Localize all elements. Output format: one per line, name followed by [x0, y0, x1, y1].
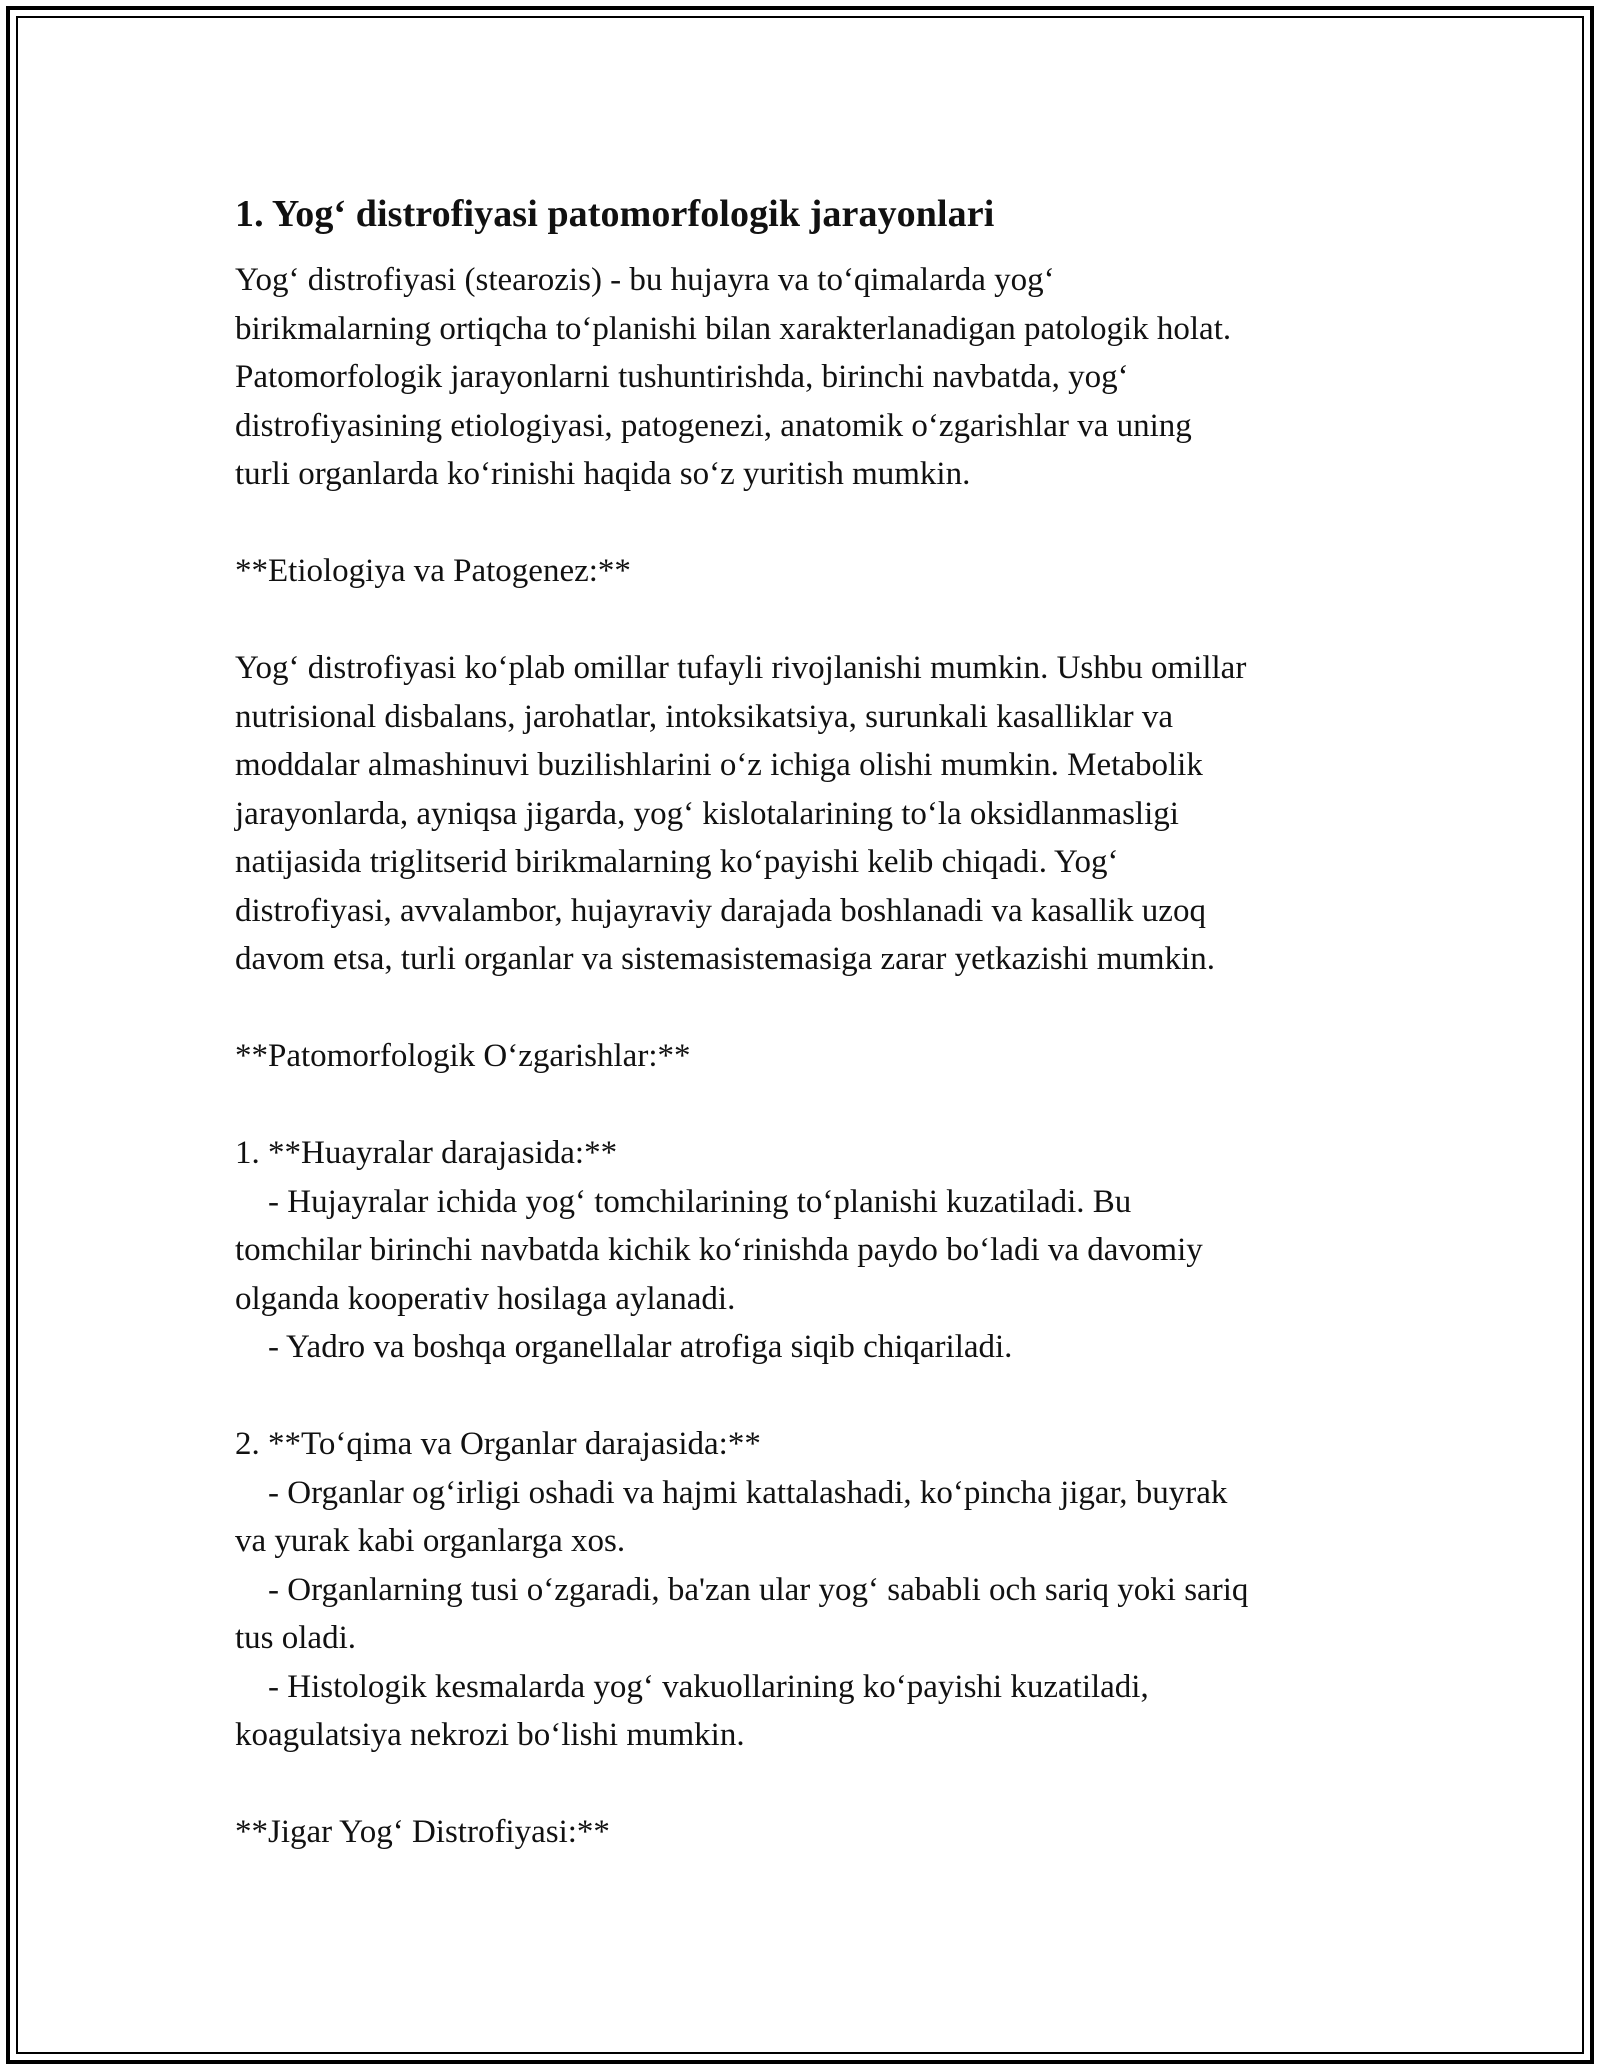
spacer — [235, 984, 1395, 1033]
changes-heading: **Patomorfologik O‘zgarishlar:** — [235, 1038, 691, 1074]
liver-heading: **Jigar Yog‘ Distrofiyasi:** — [235, 1814, 610, 1850]
spacer — [235, 1760, 1395, 1809]
etiology-paragraph: Yog‘ distrofiyasi ko‘plab omillar tufayli rivojlanishi mumkin. Ushbu omillar nutrisional disbalans, jarohatlar, intoksikatsiya, surunkali kasalliklar va moddalar almashinuvi buzilishlarini o‘z ichiga olishi mumkin. Metabolik jarayonlarda, ayniqsa jigarda, yog‘ kislotalarining to‘la oksidlanmasligi natijasida triglitserid birikmalarning ko‘payishi kelib chiqadi. Yog‘ distrofiyasi, avvalambor, hujayraviy darajada boshlanadi va kasallik uzoq davom etsa, turli organlar va sistemasistemasiga zarar yetkazishi mumkin. — [235, 650, 1247, 977]
etiology-heading: **Etiologiya va Patogenez:** — [235, 553, 631, 589]
document-title: 1. Yog‘ distrofiyasi patomorfologik jarayonlari — [235, 193, 995, 235]
spacer — [235, 499, 1395, 548]
spacer — [235, 596, 1395, 645]
document-body — [235, 186, 1395, 1857]
spacer — [235, 242, 1395, 256]
intro-paragraph: Yog‘ distrofiyasi (stearozis) - bu hujayra va to‘qimalarda yog‘ birikmalarning ortiqcha to‘planishi bilan xarakterlanadigan patologik holat. Patomorfologik jarayonlarni tushuntirishda, birinchi navbatda, yog‘ distrofiyasining etiologiyasi, patogenezi, anatomik o‘zgarishlar va uning turli organlarda ko‘rinishi haqida so‘z yuritish mumkin. — [235, 262, 1232, 492]
spacer — [235, 1081, 1395, 1130]
spacer — [235, 1372, 1395, 1421]
cell-level-section: 1. **Huayralar darajasida:** - Hujayralar ichida yog‘ tomchilarining to‘planishi kuzatiladi. Bu tomchilar birinchi navbatda kichik ko‘rinishda paydo bo‘ladi va davomiy olganda kooperativ hosilaga aylanadi. - Yadro va boshqa organellalar atrofiga siqib chiqariladi. — [235, 1135, 1203, 1365]
organ-level-section: 2. **To‘qima va Organlar darajasida:** - Organlar og‘irligi oshadi va hajmi kattalashadi, ko‘pincha jigar, buyrak va yurak kabi organlarga xos. - Organlarning tusi o‘zgaradi, ba'zan ular yog‘ sababli och sariq yoki sariq tus oladi. - Histologik kesmalarda yog‘ vakuollarining ko‘payishi kuzatiladi, koagulatsiya nekrozi bo‘lishi mumkin. — [235, 1426, 1249, 1753]
